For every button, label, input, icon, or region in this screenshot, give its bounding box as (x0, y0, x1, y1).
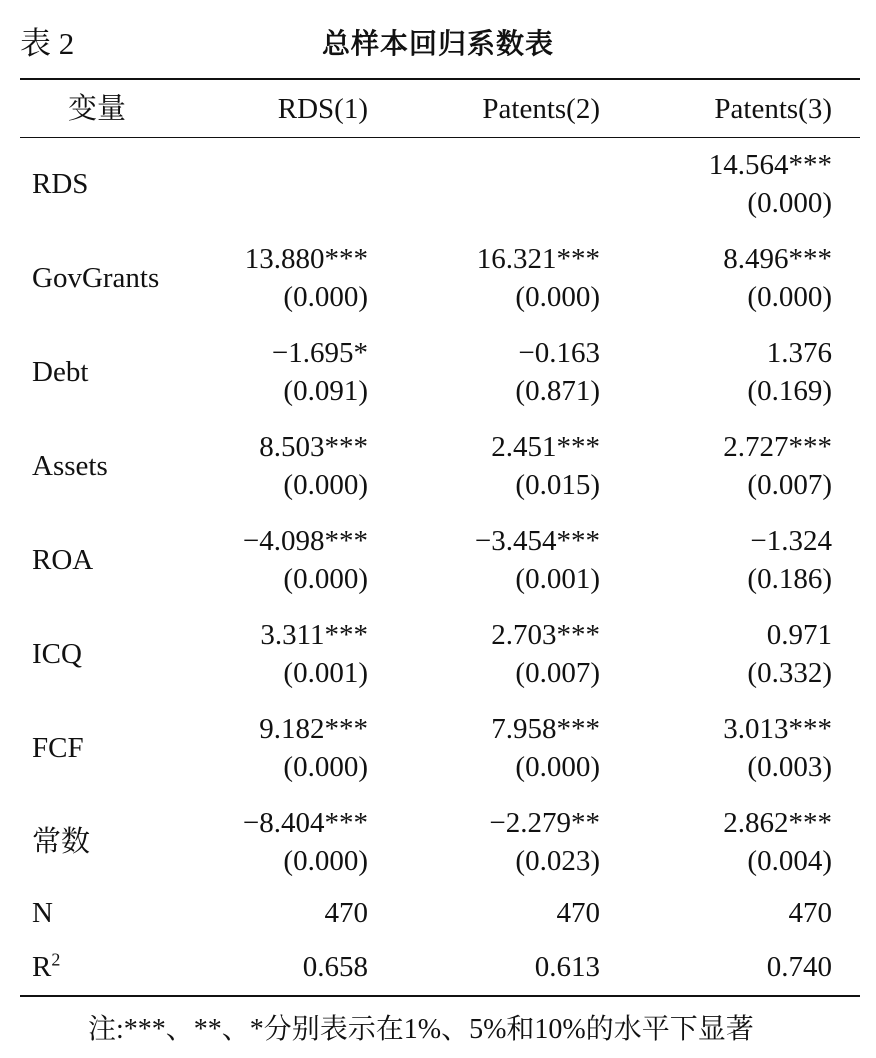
row-label: ICQ (32, 638, 82, 670)
coef-cell: 2.862*** (723, 807, 832, 839)
pvalue-cell: (0.000) (283, 281, 368, 313)
coef-cell: −3.454*** (474, 525, 600, 557)
table-row (20, 146, 860, 226)
pvalue-cell: (0.000) (283, 845, 368, 877)
table-row (20, 334, 860, 414)
table-number: 表 2 (20, 26, 75, 61)
header-variable: 变量 (68, 93, 127, 125)
stat-cell: 470 (324, 897, 368, 929)
pvalue-cell: (0.004) (747, 845, 832, 877)
table-header (20, 84, 860, 134)
row-label: Debt (32, 356, 89, 388)
coef-cell: −0.163 (518, 337, 600, 369)
header-rule (20, 137, 860, 138)
pvalue-cell: (0.000) (515, 281, 600, 313)
coef-cell: 2.727*** (723, 431, 832, 463)
pvalue-cell: (0.000) (747, 281, 832, 313)
table-row-n (20, 894, 860, 934)
coef-cell: −4.098*** (242, 525, 368, 557)
coef-cell: 7.958*** (491, 713, 600, 745)
coef-cell: −2.279** (489, 807, 600, 839)
pvalue-cell: (0.000) (747, 187, 832, 219)
pvalue-cell: (0.015) (515, 469, 600, 501)
stat-cell: 0.658 (302, 951, 368, 983)
pvalue-cell: (0.000) (515, 751, 600, 783)
header-col-3: Patents(3) (714, 93, 832, 125)
pvalue-cell: (0.003) (747, 751, 832, 783)
r2-label-base: R (32, 951, 52, 983)
header-col-1: RDS(1) (277, 93, 368, 125)
table-title: 总样本回归系数表 (321, 27, 554, 60)
coef-cell: −1.324 (750, 525, 832, 557)
table-row (20, 428, 860, 508)
coef-cell: 2.703*** (491, 619, 600, 651)
row-label: ROA (32, 544, 94, 576)
coef-cell: −8.404*** (242, 807, 368, 839)
row-label: N (32, 897, 53, 929)
coef-cell: 14.564*** (708, 149, 832, 181)
row-label: Assets (32, 450, 108, 482)
table-row (20, 240, 860, 320)
coef-cell: 16.321*** (476, 243, 600, 275)
top-rule (20, 78, 860, 80)
table-row-r2 (20, 948, 860, 988)
row-label (32, 948, 60, 986)
coef-cell: 3.013*** (723, 713, 832, 745)
table-row (20, 710, 860, 790)
coef-cell: 13.880*** (244, 243, 368, 275)
coef-cell: 9.182*** (259, 713, 368, 745)
table-row (20, 522, 860, 602)
table-row (20, 616, 860, 696)
pvalue-cell: (0.186) (747, 563, 832, 595)
table-caption (20, 22, 856, 66)
row-label: 常数 (32, 826, 91, 858)
stat-cell: 470 (788, 897, 832, 929)
coef-cell: 2.451*** (491, 431, 600, 463)
pvalue-cell: (0.001) (515, 563, 600, 595)
coef-cell: 3.311*** (260, 619, 368, 651)
pvalue-cell: (0.007) (515, 657, 600, 689)
pvalue-cell: (0.332) (747, 657, 832, 689)
pvalue-cell: (0.000) (283, 563, 368, 595)
row-label: GovGrants (32, 262, 160, 294)
header-col-2: Patents(2) (482, 93, 600, 125)
row-label: FCF (32, 732, 84, 764)
table-footnote: 注:***、**、*分别表示在1%、5%和10%的水平下显著 (88, 1014, 754, 1045)
stat-cell: 0.740 (766, 951, 832, 983)
stat-cell: 470 (556, 897, 600, 929)
stat-cell: 0.613 (534, 951, 600, 983)
bottom-rule (20, 995, 860, 997)
table-row (20, 804, 860, 884)
coef-cell: 0.971 (766, 619, 832, 651)
pvalue-cell: (0.023) (515, 845, 600, 877)
coef-cell: 8.496*** (723, 243, 832, 275)
pvalue-cell: (0.007) (747, 469, 832, 501)
pvalue-cell: (0.169) (747, 375, 832, 407)
pvalue-cell: (0.001) (283, 657, 368, 689)
row-label: RDS (32, 168, 89, 200)
pvalue-cell: (0.000) (283, 751, 368, 783)
coef-cell: 8.503*** (259, 431, 368, 463)
r2-label-superscript: 2 (51, 949, 61, 970)
pvalue-cell: (0.091) (283, 375, 368, 407)
pvalue-cell: (0.871) (515, 375, 600, 407)
coef-cell: 1.376 (766, 337, 832, 369)
coef-cell: −1.695* (271, 337, 368, 369)
pvalue-cell: (0.000) (283, 469, 368, 501)
